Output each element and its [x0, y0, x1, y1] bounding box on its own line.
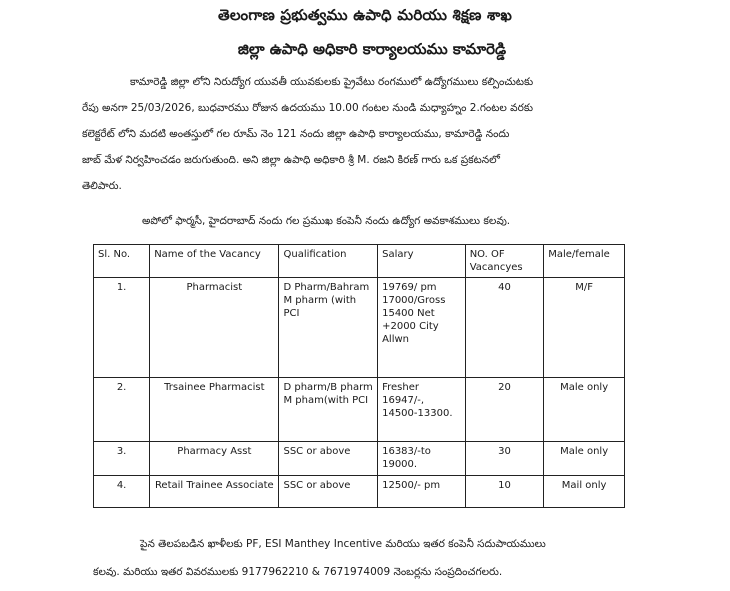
- cell-gender: Male only: [544, 442, 625, 476]
- cell-vacancy-name: Pharmacist: [150, 278, 279, 378]
- cell-gender: Mail only: [544, 476, 625, 508]
- cell-qualification: D Pharm/Bahram M pharm (with PCI: [279, 278, 378, 378]
- cell-count: 20: [465, 378, 544, 442]
- cell-gender: M/F: [544, 278, 625, 378]
- cell-count: 40: [465, 278, 544, 378]
- intro-line-2: రేపు అనగా 25/03/2026, బుధవారము రోజున ఉదయము 10.00 గంటల నుండి మధ్యాహ్నం 2.గంటల వరకు: [82, 102, 533, 114]
- header-vacancy-name: Name of the Vacancy: [150, 245, 279, 278]
- intro-line-5: తెలిపారు.: [82, 180, 122, 192]
- cell-qualification: SSC or above: [279, 476, 378, 508]
- table-header-row: [94, 245, 625, 278]
- office-title: జిల్లా ఉపాధి అధికారి కార్యాలయము కామారెడ్డి: [237, 40, 507, 58]
- benefits-line: పైన తెలపబడిన ఖాళీలకు PF, ESI Manthey Incentive మరియు ఇతర కంపెనీ సదుపాయములు: [140, 538, 546, 550]
- contact-line: కలవు. మరియు ఇతర వివరములకు 9177962210 & 7671974009 నెంబర్లను సంప్రదించగలరు.: [93, 566, 503, 578]
- intro-paragraph: [82, 69, 642, 199]
- cell-count: 10: [465, 476, 544, 508]
- table-row: [94, 476, 625, 508]
- intro-line-1: కామారెడ్డి జిల్లా లోని నిరుద్యోగ యువతీ యువకులకు ప్రైవేటు రంగములో ఉద్యోగములు కల్పించుటకు: [130, 76, 534, 88]
- cell-sl: 1.: [94, 278, 150, 378]
- cell-count: 30: [465, 442, 544, 476]
- header-vacancy-count: NO. OF Vacancyes: [465, 245, 544, 278]
- table-row: [94, 278, 625, 378]
- intro-line-4: జాబ్ మేళ నిర్వహించడం జరుగుతుంది. అని జిల్లా ఉపాధి అధికారి శ్రీ M. రజని కిరణ్ గారు ఒక ప్రకటనలో: [82, 154, 500, 166]
- header-qualification: Qualification: [279, 245, 378, 278]
- header-gender: Male/female: [544, 245, 625, 278]
- cell-sl: 4.: [94, 476, 150, 508]
- cell-salary: 12500/- pm: [378, 476, 466, 508]
- cell-salary: 16383/-to 19000.: [378, 442, 466, 476]
- header-salary: Salary: [378, 245, 466, 278]
- vacancy-table: [93, 244, 625, 508]
- cell-salary: 19769/ pm 17000/Gross 15400 Net +2000 City Allwn: [378, 278, 466, 378]
- table-row: [94, 442, 625, 476]
- table-row: [94, 378, 625, 442]
- cell-vacancy-name: Trsainee Pharmacist: [150, 378, 279, 442]
- cell-sl: 3.: [94, 442, 150, 476]
- cell-qualification: D pharm/B pharm M pham(with PCI: [279, 378, 378, 442]
- header-sl-no: Sl. No.: [94, 245, 150, 278]
- cell-salary: Fresher 16947/-, 14500-13300.: [378, 378, 466, 442]
- department-title: తెలంగాణ ప్రభుత్వము ఉపాధి మరియు శిక్షణ శాఖ: [218, 6, 512, 24]
- intro-line-3: కలెక్టరేట్ లోని మదటి అంతస్తులో గల రూమ్ నెం 121 నందు జిల్లా ఉపాధి కార్యాలయము, కామారెడ్డి నందు: [82, 128, 510, 140]
- cell-gender: Male only: [544, 378, 625, 442]
- cell-vacancy-name: Pharmacy Asst: [150, 442, 279, 476]
- cell-qualification: SSC or above: [279, 442, 378, 476]
- cell-sl: 2.: [94, 378, 150, 442]
- company-line: అపోలో ఫార్మసీ, హైదరాబాద్ నందు గల ప్రముఖ కంపెనీ నందు ఉద్యోగ అవకాశములు కలవు.: [142, 215, 511, 227]
- cell-vacancy-name: Retail Trainee Associate: [150, 476, 279, 508]
